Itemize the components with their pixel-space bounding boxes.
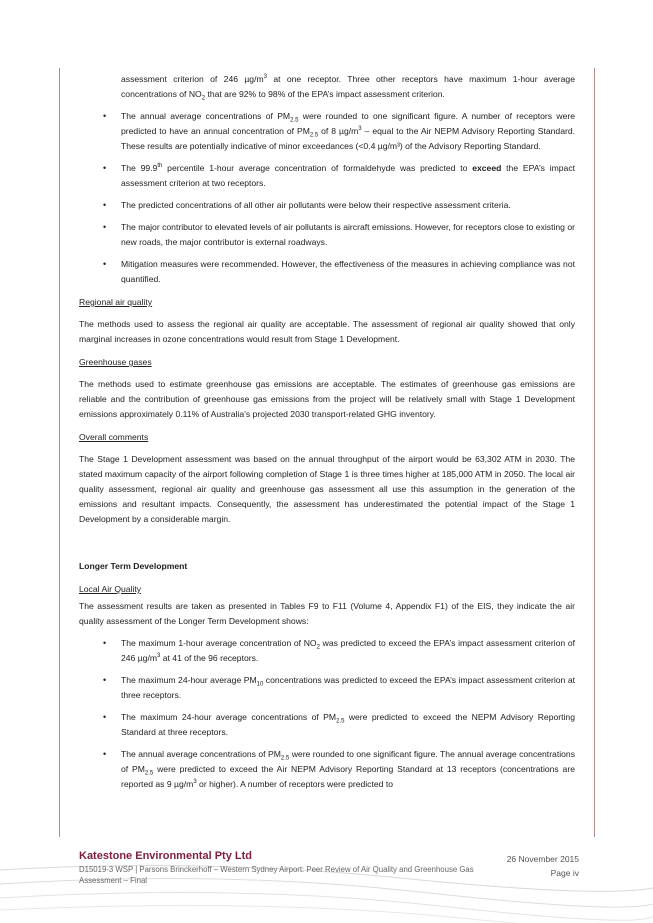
overall-paragraph: The Stage 1 Development assessment was based on the annual throughput of the airport would be 63,302 ATM in 2030. The stated maximum capacity of the airport following completion of Stage 1 is three times higher at 185,000 ATM in 2050. The local air quality assessment, regional air quality and greenhouse gas assessment all use this assumption in the generation of the emissions and resultant impacts. Consequently, the assessment has underestimated the potential impact of the Stage 1 Development by a considerable margin. <box>79 454 575 524</box>
list-item: • The annual average concentrations of $PM_{2.5}$ were rounded to one significant figure. The annual average concentrations of $PM_{2.5}$ were predicted to exceed the Air NEPM Advisory Reporting Standard at 13 receptors (concentrations are reported as 9 $\mu g/m^3$ or higher). A number of receptors were predicted to <box>103 749 575 789</box>
list-item: • Mitigation measures were recommended. However, the effectiveness of the measures in achieving compliance was not quantified. <box>103 259 575 284</box>
list-item: • The maximum 1-hour average concentration of $NO_2$ was predicted to exceed the EPA’s impact assessment criterion of 246 $\mu g/m^3$ at 41 of the 96 receptors. <box>103 638 575 663</box>
list-item: • The major contributor to elevated levels of air pollutants is aircraft emissions. However, for receptors close to existing or new roads, the major contributor is external roadways. <box>103 222 575 247</box>
continued-paragraph: assessment criterion of 246 $\mu g/m^3$ at one receptor. Three other receptors have maximum 1-hour average concentrations of $NO_2$ that are 92% to 98% of the EPA’s impact assessment criterion. <box>121 74 575 102</box>
list-item: • The 99.9th percentile 1-hour average concentration of formaldehyde was predicted to exceed the EPA’s impact assessment criterion at two receptors. <box>103 163 575 188</box>
list-item: • The maximum 24-hour average concentrations of $PM_{2.5}$ were predicted to exceed the NEPM Advisory Reporting Standard at three receptors. <box>103 712 575 737</box>
list-item: • The annual average concentrations of $PM_{2.5}$ were rounded to one significant figure. A number of receptors were predicted to have an annual concentration of $PM_{2.5}$ of 8 $\mu g/m^3$ – equal to the Air NEPM Advisory Reporting Standard. These results are potentially indicative of minor exceedances (<0.4 µg/m³) of the Advisory Reporting Standard. <box>103 111 576 151</box>
ghg-heading: Greenhouse gases <box>79 357 152 367</box>
ghg-paragraph: The methods used to estimate greenhouse gas emissions are acceptable. The estimates of greenhouse gas emissions are reliable and the contribution of greenhouse gas emissions from the project will be relatively small with Stage 1 Development emissions approximately 0.11% of Australia’s projected 2030 transport-related GHG inventory. <box>79 379 575 419</box>
report-date: 26 November 2015 <box>506 854 579 864</box>
longer-term-findings-list <box>79 636 575 792</box>
local-air-heading: Local Air Quality <box>79 584 142 594</box>
stage1-findings-list <box>79 109 575 287</box>
regional-heading: Regional air quality <box>79 297 153 307</box>
regional-paragraph: The methods used to assess the regional air quality are acceptable. The assessment of regional air quality showed that only marginal increases in ozone concentrations would result from Stage 1 Development. <box>79 319 575 344</box>
page-number: Page iv <box>550 868 579 878</box>
section-title: Longer Term Development <box>79 561 188 571</box>
overall-heading: Overall comments <box>79 432 149 442</box>
page-footer <box>79 850 579 886</box>
local-air-paragraph: The assessment results are taken as presented in Tables F9 to F11 (Volume 4, Appendix F1) of the EIS, they indicate the air quality assessment of the Longer Term Development shows: <box>79 601 575 626</box>
list-item: • The maximum 24-hour average $PM_{10}$ concentrations was predicted to exceed the EPA’s impact assessment criterion at three receptors. <box>103 675 575 700</box>
company-name: Katestone Environmental Pty Ltd <box>79 850 252 862</box>
list-item: • The predicted concentrations of all other air pollutants were below their respective assessment criteria. <box>103 200 511 210</box>
report-reference: D15019-3 WSP | Parsons Brinckerhoff – Western Sydney Airport: Peer Review of Air Quality and Greenhouse Gas Assessment – Final <box>79 865 474 885</box>
document-body <box>79 72 575 792</box>
